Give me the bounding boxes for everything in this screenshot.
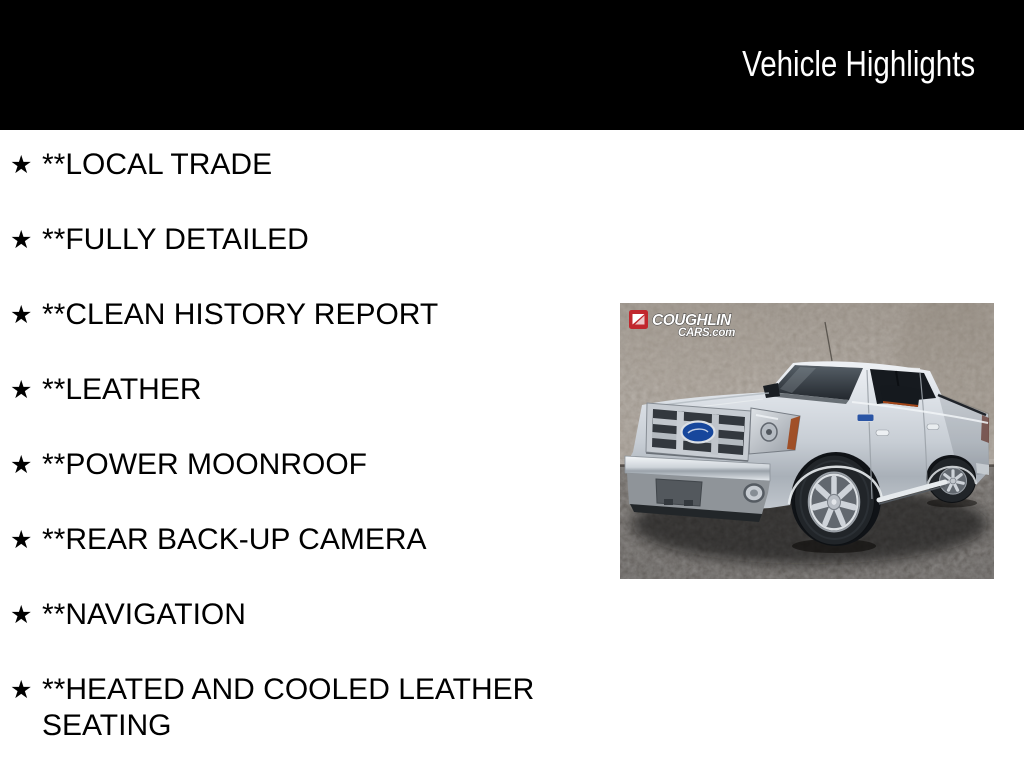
star-bullet-icon: ★: [10, 376, 33, 404]
vehicle-photo: [620, 303, 994, 579]
ford-oval-emblem: [682, 422, 715, 443]
feature-item: [10, 597, 610, 633]
star-bullet-icon: ★: [10, 526, 33, 554]
dealer-logo-mark: [629, 310, 648, 329]
feature-label: **LEATHER: [42, 373, 202, 406]
feature-item: [10, 372, 610, 408]
feature-label: **LOCAL TRADE: [42, 148, 273, 181]
star-bullet-icon: ★: [10, 601, 33, 629]
feature-item: [10, 672, 610, 744]
feature-label: **NAVIGATION: [42, 598, 246, 631]
truck-photo-svg: [620, 303, 994, 579]
feature-item: [10, 147, 610, 183]
dealer-name: COUGHLIN: [652, 312, 731, 329]
header-bar: [0, 0, 1024, 130]
star-bullet-icon: ★: [10, 301, 33, 329]
star-bullet-icon: ★: [10, 676, 33, 704]
features-list: [10, 147, 610, 768]
fender-badge: [857, 414, 874, 422]
star-bullet-icon: ★: [10, 451, 33, 479]
feature-item: [10, 297, 610, 333]
star-bullet-icon: ★: [10, 226, 33, 254]
feature-label: **REAR BACK-UP CAMERA: [42, 523, 427, 556]
feature-item: [10, 222, 610, 258]
feature-label: **FULLY DETAILED: [42, 223, 309, 256]
dealer-site: CARS.com: [678, 327, 736, 339]
feature-label: **CLEAN HISTORY REPORT: [42, 298, 439, 331]
star-bullet-icon: ★: [10, 151, 33, 179]
feature-item: [10, 447, 610, 483]
feature-label: **POWER MOONROOF: [42, 448, 368, 481]
feature-label: **HEATED AND COOLED LEATHER SEATING: [42, 673, 535, 742]
feature-item: [10, 522, 610, 558]
page-title: Vehicle Highlights: [741, 43, 975, 84]
